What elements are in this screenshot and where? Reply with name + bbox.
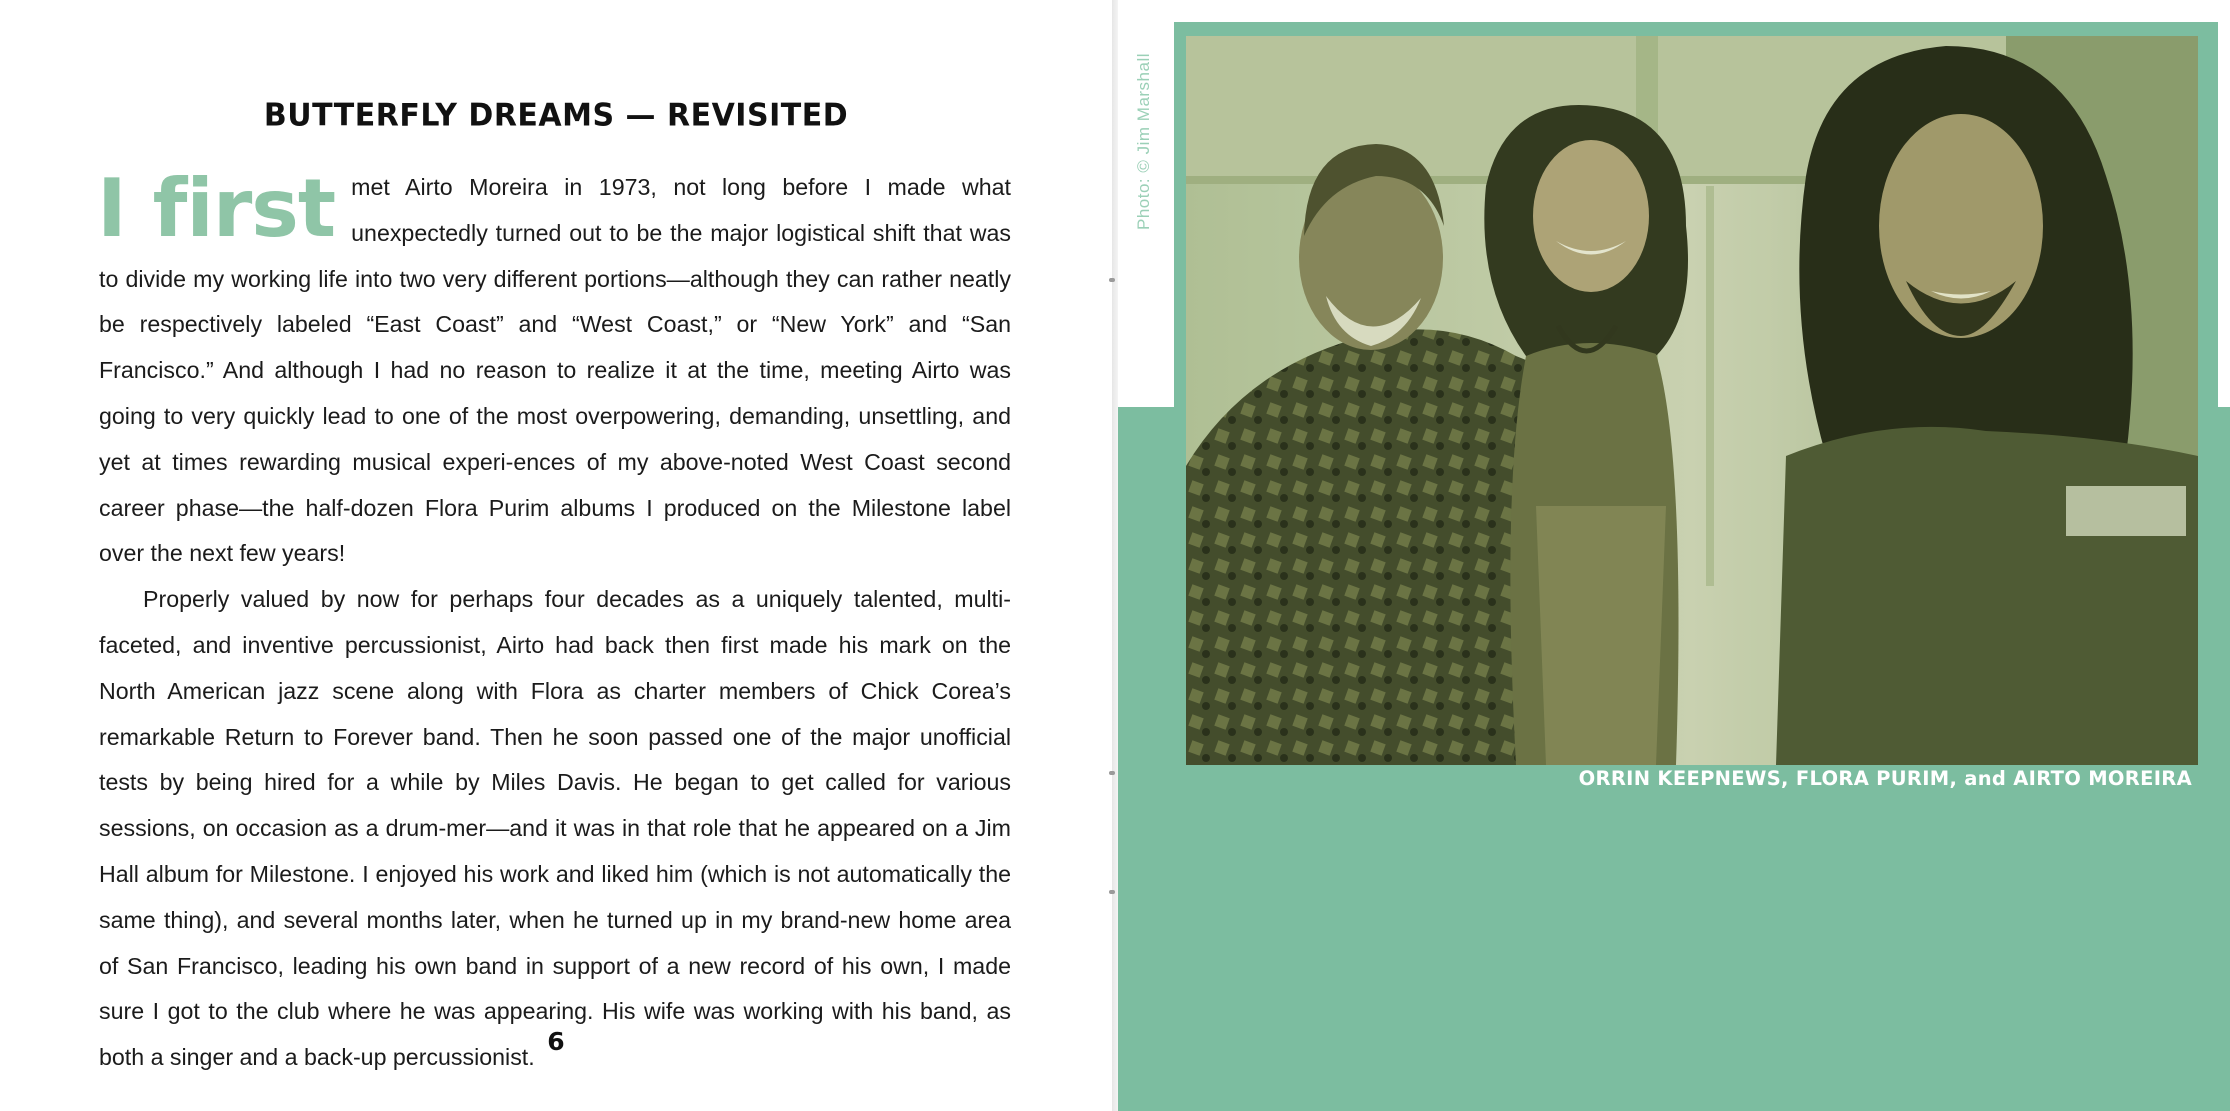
left-page (0, 0, 1112, 1111)
page-title: BUTTERFLY DREAMS — REVISITED (263, 97, 849, 134)
photo-credit: Photo: © Jim Marshall (1134, 52, 1153, 230)
staple-mark (1109, 890, 1115, 894)
photo-caption: ORRIN KEEPNEWS, FLORA PURIM, and AIRTO MOREIRA (1578, 767, 2192, 790)
article-body (97, 162, 1011, 1081)
drop-cap: I first (97, 162, 336, 255)
page-number: 6 (547, 1027, 565, 1056)
paragraph-1 (97, 162, 1011, 577)
paragraph-1-text: met Airto Moreira in 1973, not long before I made what unexpectedly turned out to be the major logistical shift that was to divide my working life into two very different portions—although they can rather neatly be respectively labeled “East Coast” and “West Coast,” or “New York” and “San Francisco.” And although I had no reason to realize it at the time, meeting Airto was going to very quickly lead to one of the most overpowering, demanding, unsettling, and yet at times rewarding musical experi-ences of my above-noted West Coast second career phase—the half-dozen Flora Purim albums I produced on the Milestone label over the next few years! (99, 174, 1011, 567)
band-photo (1186, 36, 2198, 765)
staple-mark (1109, 278, 1115, 282)
paragraph-2: Properly valued by now for perhaps four decades as a uniquely talented, multi-faceted, and inventive percussionist, Airto had back then first made his mark on the North American jazz scene along with Flora as charter members of Chick Corea’s remarkable Return to Forever band. Then he soon passed one of the major unofficial tests by being hired for a while by Miles Davis. He began to get called for various sessions, on occasion as a drum-mer—and it was in that role that he appeared on a Jim Hall album for Milestone. I enjoyed his work and liked him (which is not automatically the same thing), and several months later, when he turned up in my brand-new home area of San Francisco, leading his own band in support of a new record of his own, I made sure I got to the club where he was appearing. His wife was working with his band, as both a singer and a back-up percussionist. (99, 586, 1011, 1071)
staple-mark (1109, 771, 1115, 775)
